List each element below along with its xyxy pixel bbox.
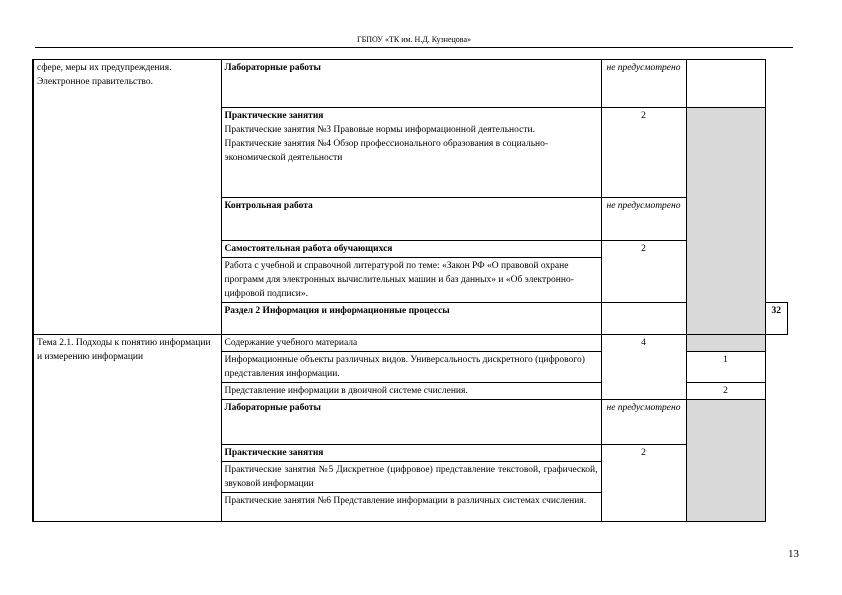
pract-label: Практические занятия [224, 111, 324, 121]
level-cell-shaded [686, 400, 765, 522]
curriculum-table [32, 59, 788, 522]
lab-label: Лабораторные работы [221, 400, 601, 445]
pract-hours: 2 [601, 108, 686, 198]
table-row [33, 60, 788, 108]
control-hours: не предусмотрено [601, 198, 686, 241]
lab-label: Лабораторные работы [221, 60, 601, 108]
pract-hours: 2 [601, 445, 686, 522]
topic-cell: сфере, меры их предупреждения. Электронное правительство. [33, 60, 221, 335]
section-empty [601, 303, 686, 335]
pract-cell [221, 108, 601, 198]
table-row [33, 335, 788, 352]
level-cell-shaded [686, 335, 765, 352]
page-number: 13 [788, 548, 799, 560]
level-value: 2 [686, 383, 765, 400]
level-value: 1 [686, 352, 765, 383]
self-work-hours: 2 [601, 241, 686, 303]
pract-item: Практические занятия №6 Представление информации в различных системах счисления. [221, 493, 601, 522]
section-hours: 32 [765, 303, 788, 335]
pract-item: Практические занятия №5 Дискретное (цифровое) представление текстовой, графической, звуковой информации [221, 462, 601, 493]
self-work-label: Самостоятельная работа обучающихся [221, 241, 601, 258]
level-cell-shaded [686, 108, 765, 335]
content-hours: 4 [601, 335, 686, 400]
control-label: Контрольная работа [221, 198, 601, 241]
section-title: Раздел 2 Информация и информационные процессы [221, 303, 601, 335]
document-header: ГБПОУ «ТК им. Н.Д. Кузнецова» [356, 35, 472, 44]
pract-label: Практические занятия [221, 445, 601, 462]
content-label: Содержание учебного материала [221, 335, 601, 352]
content-item: Представление информации в двоичной системе счисления. [221, 383, 601, 400]
lab-hours: не предусмотрено [601, 400, 686, 445]
lab-hours: не предусмотрено [601, 60, 686, 108]
topic-cell: Тема 2.1. Подходы к понятию информации и измерению информации [33, 335, 221, 522]
pract-item: Практические занятия №4 Обзор профессионального образования в социально-экономической деятельности [224, 139, 549, 163]
pract-item: Практические занятия №3 Правовые нормы информационной деятельности. [224, 125, 535, 135]
content-item: Информационные объекты различных видов. Универсальность дискретного (цифрового) представления информации. [221, 352, 601, 383]
level-cell [686, 60, 765, 108]
header-divider [35, 47, 793, 48]
self-work-text: Работа с учебной и справочной литературой по теме: «Закон РФ «О правовой охране программ для электронных вычислительных машин и баз данных» и «Об электронно-цифровой подписи». [221, 258, 601, 303]
